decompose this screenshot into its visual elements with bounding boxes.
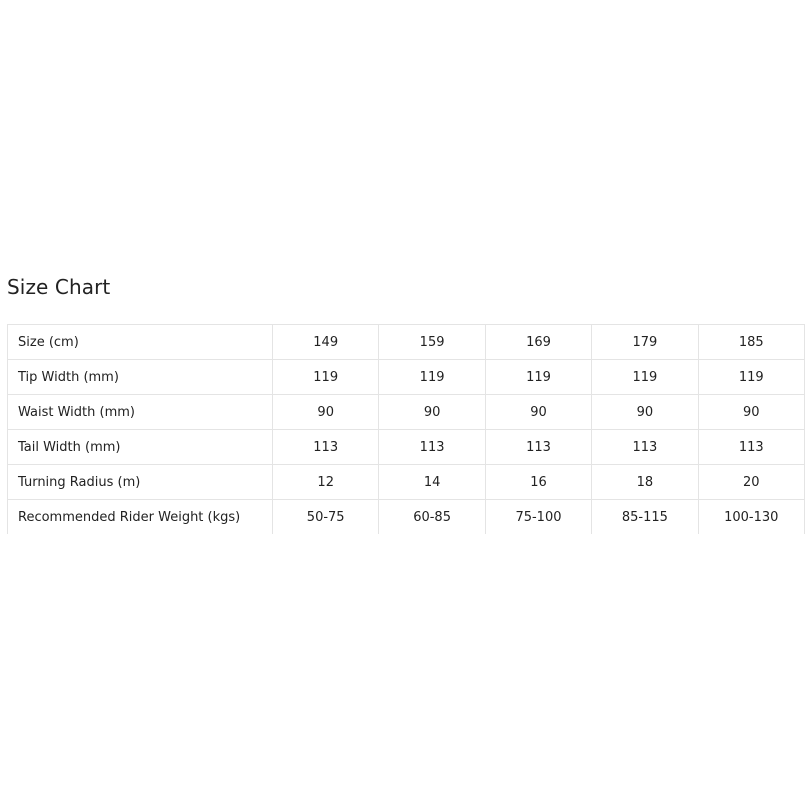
table-cell: 90: [698, 395, 804, 430]
table-cell: 90: [379, 395, 485, 430]
row-label: Waist Width (mm): [8, 395, 273, 430]
table-cell: 90: [485, 395, 591, 430]
table-cell: 159: [379, 325, 485, 360]
table-row: [8, 360, 805, 395]
table-row: [8, 465, 805, 500]
size-chart-body: [8, 325, 805, 535]
table-cell: 179: [592, 325, 698, 360]
table-cell: 18: [592, 465, 698, 500]
table-row: [8, 325, 805, 360]
table-cell: 119: [379, 360, 485, 395]
table-cell: 100-130: [698, 500, 804, 535]
row-label: Size (cm): [8, 325, 273, 360]
table-cell: 75-100: [485, 500, 591, 535]
table-cell: 90: [592, 395, 698, 430]
row-label: Tail Width (mm): [8, 430, 273, 465]
table-cell: 50-75: [273, 500, 379, 535]
table-cell: 113: [379, 430, 485, 465]
table-cell: 169: [485, 325, 591, 360]
table-cell: 16: [485, 465, 591, 500]
table-cell: 20: [698, 465, 804, 500]
table-row: [8, 395, 805, 430]
table-cell: 113: [698, 430, 804, 465]
table-cell: 185: [698, 325, 804, 360]
table-cell: 90: [273, 395, 379, 430]
table-cell: 14: [379, 465, 485, 500]
table-cell: 119: [485, 360, 591, 395]
size-chart-table: [7, 324, 805, 534]
table-cell: 119: [698, 360, 804, 395]
row-label: Tip Width (mm): [8, 360, 273, 395]
row-label: Turning Radius (m): [8, 465, 273, 500]
table-row: [8, 500, 805, 535]
table-cell: 113: [273, 430, 379, 465]
table-cell: 113: [592, 430, 698, 465]
table-cell: 113: [485, 430, 591, 465]
table-cell: 85-115: [592, 500, 698, 535]
table-cell: 119: [592, 360, 698, 395]
row-label: Recommended Rider Weight (kgs): [8, 500, 273, 535]
table-row: [8, 430, 805, 465]
page-title: Size Chart: [7, 275, 111, 299]
table-cell: 149: [273, 325, 379, 360]
table-cell: 60-85: [379, 500, 485, 535]
table-cell: 119: [273, 360, 379, 395]
table-cell: 12: [273, 465, 379, 500]
